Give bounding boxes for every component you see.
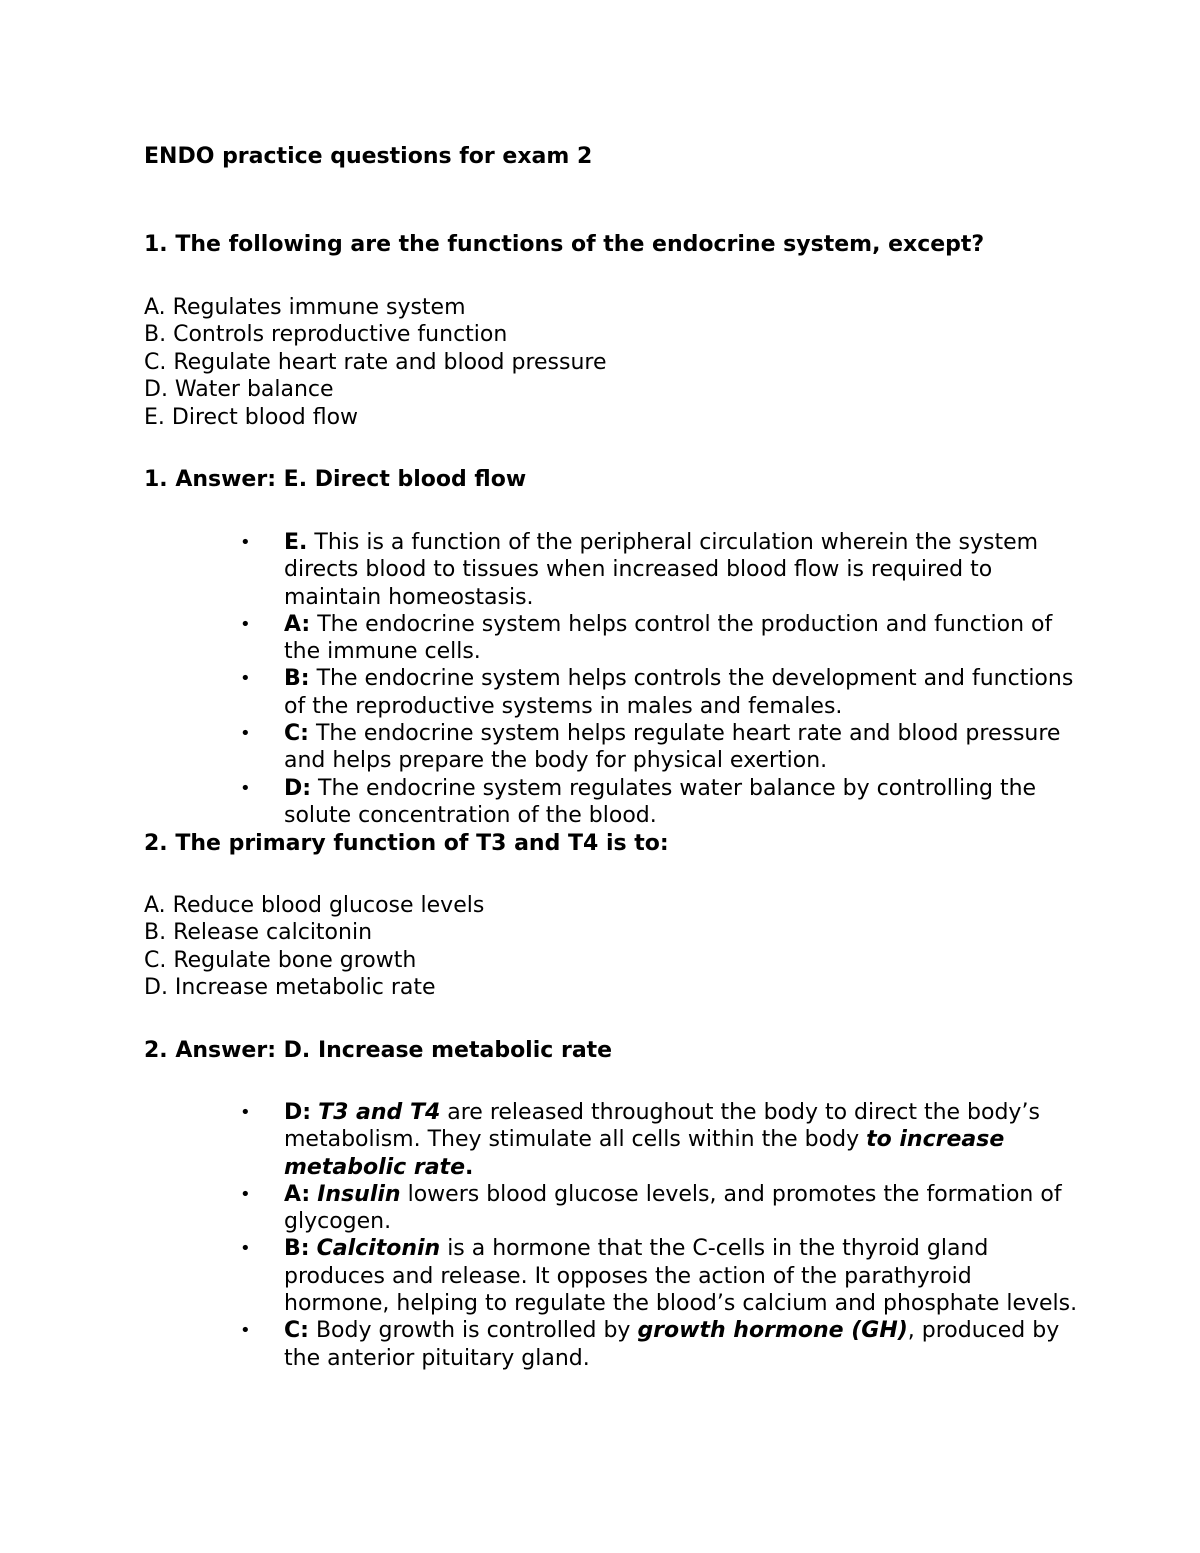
option-d: D. Water balance <box>144 377 334 403</box>
bullet-icon: • <box>240 613 251 635</box>
answer-2 <box>144 1037 1084 1065</box>
option-b: B. Controls reproductive function <box>144 322 508 348</box>
list-item: • E. This is a function of the peripheral circulation wherein the system directs blood to tissues when increased blood flow is required to maintain homeostasis. <box>240 530 1039 610</box>
bullet-icon: • <box>240 777 251 799</box>
option-c: C. Regulate heart rate and blood pressure <box>144 349 607 375</box>
list-item: • D: T3 and T4 are released throughout the body to direct the body’s metabolism. They stimulate all cells within the body to increase metabolic rate. <box>240 1100 1040 1180</box>
list-item: • D: The endocrine system regulates water balance by controlling the solute concentration of the blood. <box>240 775 1037 828</box>
question-2-text: 2. The primary function of T3 and T4 is to: <box>144 831 669 856</box>
list-item: • B: The endocrine system helps controls the development and functions of the reproductive systems in males and females. <box>240 666 1074 719</box>
bullet-icon: • <box>240 1183 251 1205</box>
list-item: • A: The endocrine system helps control the production and function of the immune cells. <box>240 611 1053 665</box>
list-item: • C: Body growth is controlled by growth hormone (GH), produced by the anterior pituitary gland. <box>240 1318 1060 1371</box>
bullet-icon: • <box>240 723 251 745</box>
bullet-icon: • <box>240 1238 251 1260</box>
list-item: • B: Calcitonin is a hormone that the C-cells in the thyroid gland produces and release. It opposes the action of the parathyroid hormone, helping to regulate the blood’s calcium and phosphate levels. <box>240 1236 1078 1317</box>
bullet-icon: • <box>240 1320 251 1342</box>
page-title: ENDO practice questions for exam 2 <box>144 144 593 169</box>
question-2-options <box>144 892 1084 1002</box>
option-a: A. Reduce blood glucose levels <box>144 893 485 918</box>
option-c: C. Regulate bone growth <box>144 947 417 973</box>
option-b: B. Release calcitonin <box>144 920 373 946</box>
question-1 <box>144 231 1084 259</box>
option-a: A. Regulates immune system <box>144 295 466 320</box>
option-d: D. Increase metabolic rate <box>144 975 436 1001</box>
bullet-icon: • <box>240 668 251 690</box>
bullet-icon: • <box>240 532 251 553</box>
question-1-options <box>144 294 1084 431</box>
answer-2-text: 2. Answer: D. Increase metabolic rate <box>144 1038 613 1063</box>
question-1-text: 1. The following are the functions of the endocrine system, except? <box>144 232 985 257</box>
list-item: • C: The endocrine system helps regulate heart rate and blood pressure and helps prepare the body for physical exertion. <box>240 721 1061 774</box>
answer-1 <box>144 466 1084 494</box>
answer-1-explanations <box>144 529 1084 829</box>
bullet-icon: • <box>240 1102 251 1123</box>
option-e: E. Direct blood flow <box>144 404 359 430</box>
list-item: • A: Insulin lowers blood glucose levels, and promotes the formation of glycogen. <box>240 1181 1062 1235</box>
answer-2-explanations <box>144 1099 1084 1372</box>
question-2 <box>144 830 1084 858</box>
answer-1-text: 1. Answer: E. Direct blood flow <box>144 467 527 492</box>
